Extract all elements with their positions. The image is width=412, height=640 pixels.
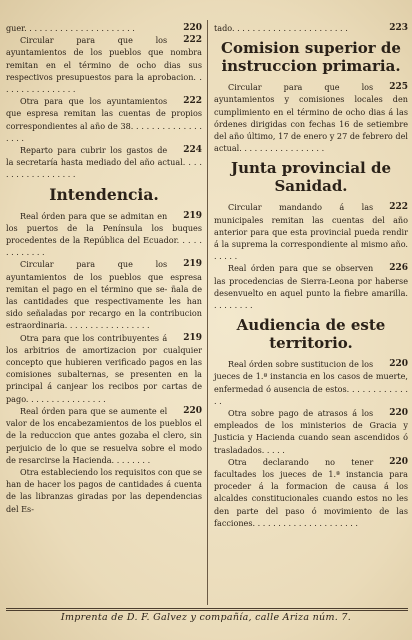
right-entries-junta — [214, 201, 408, 311]
index-entry — [214, 22, 408, 34]
page-number: 220 — [389, 456, 408, 467]
index-entry — [214, 201, 408, 262]
left-column — [6, 22, 202, 515]
entry-text: Circular mandando á las municipales remitan las cuentas del año anterior para que esta provincial pueda rendir á la suprema la correspondiente al mismo año. . . . . . — [214, 202, 408, 262]
left-entries-bottom — [6, 210, 202, 515]
entry-text: Otra declarando no tener facultades los jueces de 1.ª instancia para proceder á la formacion de causa á los alcaldes constitucionales cuando estos no les den parte del paso ó movimiento de las facciones. . . . . . . . . . . . . . . . . . . . . — [214, 456, 408, 528]
section-heading-intendencia: Intendencia. — [49, 184, 159, 204]
index-entry — [214, 81, 408, 154]
imprint-footer: Imprenta de D. F. Galvez y compañía, calle Ariza núm. 7. — [60, 612, 352, 623]
entry-text: Otra para que los contribuyentes á los arbitrios de amortizacion por cualquier concepto que hubieren verificado pagos en las comisiones subalternas, se presenten en la principal á canjear los recibos por cartas de pago. . . . . . . . . . . . . . . . — [6, 332, 202, 404]
entry-text: Real órden para que se aumente el valor de los encabezamientos de los pueblos el de la reduccion que antes gozaba el clero, sin perjuicio de lo que se resuelva sobre el modo de resarcirse la Hacienda. . . . . . . . — [6, 405, 202, 465]
page-number: 223 — [389, 23, 408, 33]
index-entry — [214, 262, 408, 311]
page-number: 219 — [183, 259, 202, 270]
page-number: 225 — [389, 82, 408, 93]
entry-text: Circular para que los ayuntamientos y comisiones locales den cumplimiento en el término de ocho dias á las órdenes dirigidas con fechas 16 de setiembre del año último, 17 de enero y 27 de febrero del actual. . . . . . . . . . . . . . . . . — [214, 82, 408, 154]
page-number: 222 — [183, 35, 202, 46]
entry-text: Real órden para que se observen las procedencias de Sierra-Leona por haberse desenvuelto en aquel punto la fiebre amarilla. . . . . . . . . — [214, 263, 408, 311]
page-number: 219 — [183, 332, 202, 343]
entry-text: Circular para que los ayuntamientos de los pueblos que nombra remitan en el término de ocho dias sus respectivos presupuestos para la aprobacion. . . . . . . . . . . . . . . . — [6, 35, 202, 95]
section-heading-audiencia: Audiencia de este territorio. — [236, 316, 386, 353]
page-number: 220 — [389, 408, 408, 419]
entry-text: Reparto para cubrir los gastos de la secretaría hasta mediado del año actual. . . . . . . . . . . . . . . . . . — [6, 145, 202, 180]
entry-text: Otra estableciendo los requisitos con que se han de hacer los pagos de cantidades á cuenta de las libranzas giradas por las dependencias del Es- — [6, 466, 202, 514]
index-entry — [6, 405, 202, 466]
page-number: 220 — [183, 405, 202, 416]
section-heading-junta: Junta provincial de Sanidad. — [231, 159, 391, 196]
page-number: 226 — [389, 263, 408, 274]
index-entry — [6, 34, 202, 95]
index-entry — [6, 466, 202, 515]
index-entry — [6, 22, 202, 34]
entry-text: guer. . . . . . . . . . . . . . . . . . . . . . — [6, 23, 135, 33]
index-entry — [214, 407, 408, 456]
right-column — [214, 22, 408, 529]
page-number: 220 — [183, 23, 202, 33]
index-entry — [6, 332, 202, 405]
right-entries-top — [214, 22, 408, 34]
page-number: 222 — [183, 96, 202, 107]
entry-text: Otra para que los ayuntamientos que espresa remitan las cuentas de propios correspondientes al año de 38. . . . . . . . . . . . . . . . . . — [6, 96, 202, 143]
page-number: 222 — [389, 202, 408, 213]
column-divider — [207, 20, 208, 605]
entry-text: Circular para que los ayuntamientos de los pueblos que espresa remitan el pago en el término que se- ñala de las cantidades que respectivamente les han sido señaladas por recargo en la contribucion estraordinaria. . . . . . . . . . . . . . . . . — [6, 259, 202, 331]
index-entry — [214, 456, 408, 529]
index-entry — [6, 258, 202, 331]
footer-rule-second — [6, 610, 408, 611]
entry-text: Real órden sobre sustitucion de los jueces de 1.ª instancia en los casos de muerte, enfermedad ó ausencia de estos. . . . . . . . . . . . . . — [214, 359, 408, 406]
index-entry — [6, 210, 202, 259]
index-entry — [214, 358, 408, 407]
index-entry — [6, 144, 202, 181]
left-entries-top — [6, 22, 202, 181]
entry-text: tado. . . . . . . . . . . . . . . . . . . . . . . — [214, 23, 348, 33]
index-entry — [6, 95, 202, 144]
entry-text: Otra sobre pago de atrasos á los empleados de los ministerios de Gracia y Justicia y Hacienda cuando sean ascendidos ó trasladados. . . . . — [214, 408, 408, 455]
right-entries-audiencia — [214, 358, 408, 529]
entry-text: Real órden para que se admitan en los puertos de la Península los buques procedentes de la República del Ecuador. . . . . . . . . . . . . — [6, 210, 202, 258]
right-entries-comision — [214, 81, 408, 154]
section-heading-comision: Comision superior de instruccion primaria. — [221, 39, 401, 76]
page-number: 219 — [183, 210, 202, 221]
page-number: 220 — [389, 359, 408, 370]
page-number: 224 — [183, 145, 202, 156]
footer-rule — [6, 608, 408, 609]
